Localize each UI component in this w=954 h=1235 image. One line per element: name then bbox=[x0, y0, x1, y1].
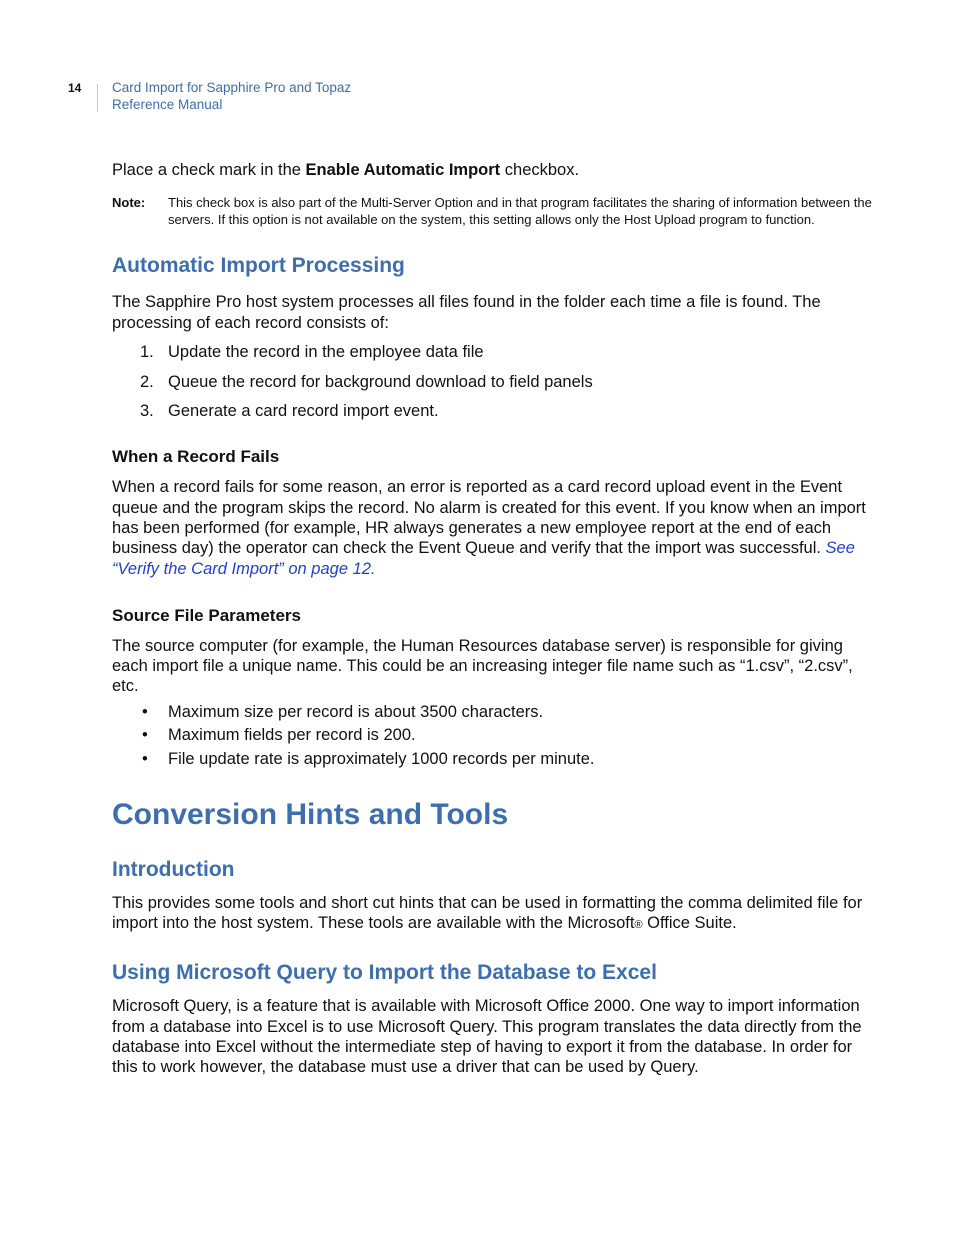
running-header bbox=[112, 80, 351, 113]
registered-mark: ® bbox=[634, 919, 643, 932]
processing-steps-list bbox=[140, 342, 872, 421]
ms-query-paragraph: Microsoft Query, is a feature that is available with Microsoft Office 2000. One way to import information from a database into Excel is to use Microsoft Query. This program translates the data directly from the database into Excel without the intermediate step of having to export it from the database. In order for this to work however, the database must use a driver that can be used by Query. bbox=[112, 997, 862, 1077]
header-title-line2: Reference Manual bbox=[112, 96, 223, 112]
bullet-icon: • bbox=[142, 749, 148, 768]
subheading-source-file-parameters: Source File Parameters bbox=[112, 605, 301, 625]
source-params-bullet-list bbox=[140, 702, 872, 769]
list-item bbox=[140, 372, 872, 392]
record-fails-paragraph bbox=[112, 477, 872, 578]
note-block bbox=[112, 194, 872, 228]
step-number: 2. bbox=[140, 372, 154, 391]
step-text: Update the record in the employee data file bbox=[168, 343, 484, 362]
note-label: Note: bbox=[112, 195, 146, 211]
intro-instruction bbox=[112, 160, 872, 180]
header-divider bbox=[97, 84, 98, 112]
step-text: Generate a card record import event. bbox=[168, 402, 439, 421]
section-heading-ms-query: Using Microsoft Query to Import the Database to Excel bbox=[112, 961, 657, 985]
step-number: 3. bbox=[140, 402, 154, 421]
introduction-text-before: This provides some tools and short cut hints that can be used in formatting the comma delimited file for import into the host system. These tools are available with the Microsoft bbox=[112, 893, 863, 933]
section-heading-automatic-import: Automatic Import Processing bbox=[112, 254, 405, 278]
intro-bold-label: Enable Automatic Import bbox=[305, 161, 501, 179]
header-title-line1: Card Import for Sapphire Pro and Topaz bbox=[112, 80, 352, 95]
page-number: 14 bbox=[68, 81, 82, 95]
source-params-paragraph: The source computer (for example, the Human Resources database server) is responsible for giving each import file a unique name. This could be an increasing integer file name such as “1.csv”, “2.csv”, etc. bbox=[112, 636, 853, 696]
automatic-import-paragraph: The Sapphire Pro host system processes all files found in the folder each time a file is found. The processing of each record consists of: bbox=[112, 293, 821, 332]
bullet-icon: • bbox=[142, 702, 148, 721]
list-item bbox=[140, 342, 872, 362]
introduction-paragraph bbox=[112, 893, 872, 936]
introduction-text-after: Office Suite. bbox=[642, 914, 737, 933]
page-content bbox=[112, 160, 872, 1078]
section-heading-introduction: Introduction bbox=[112, 857, 235, 881]
bullet-text: Maximum size per record is about 3500 characters. bbox=[168, 702, 544, 721]
note-text: This check box is also part of the Multi-Server Option and in that program facilitates the sharing of information between the servers. If this option is not available on the system, this setting allows only the Host Upload program to function. bbox=[168, 195, 872, 228]
list-item bbox=[140, 401, 872, 421]
list-item bbox=[140, 725, 872, 745]
record-fails-text: When a record fails for some reason, an error is reported as a card record upload event in the Event queue and the program skips the record. No alarm is created for this event. If you know when an import has been performed (for example, HR always generates a new employee report at the end of each business day) the operator can check the Event Queue and verify that the import was successful. bbox=[112, 478, 866, 558]
step-text: Queue the record for background download to field panels bbox=[168, 372, 593, 391]
bullet-text: File update rate is approximately 1000 records per minute. bbox=[168, 749, 595, 768]
chapter-heading-conversion: Conversion Hints and Tools bbox=[112, 797, 509, 831]
list-item bbox=[140, 749, 872, 769]
verify-card-import-link[interactable]: See “Verify the Card Import” on page 12. bbox=[112, 539, 855, 578]
subheading-when-record-fails: When a Record Fails bbox=[112, 447, 280, 467]
bullet-text: Maximum fields per record is 200. bbox=[168, 726, 416, 745]
bullet-icon: • bbox=[142, 726, 148, 745]
list-item bbox=[140, 702, 872, 722]
intro-text-before: Place a check mark in the bbox=[112, 161, 306, 179]
intro-text-after: checkbox. bbox=[500, 161, 580, 179]
step-number: 1. bbox=[140, 343, 154, 362]
